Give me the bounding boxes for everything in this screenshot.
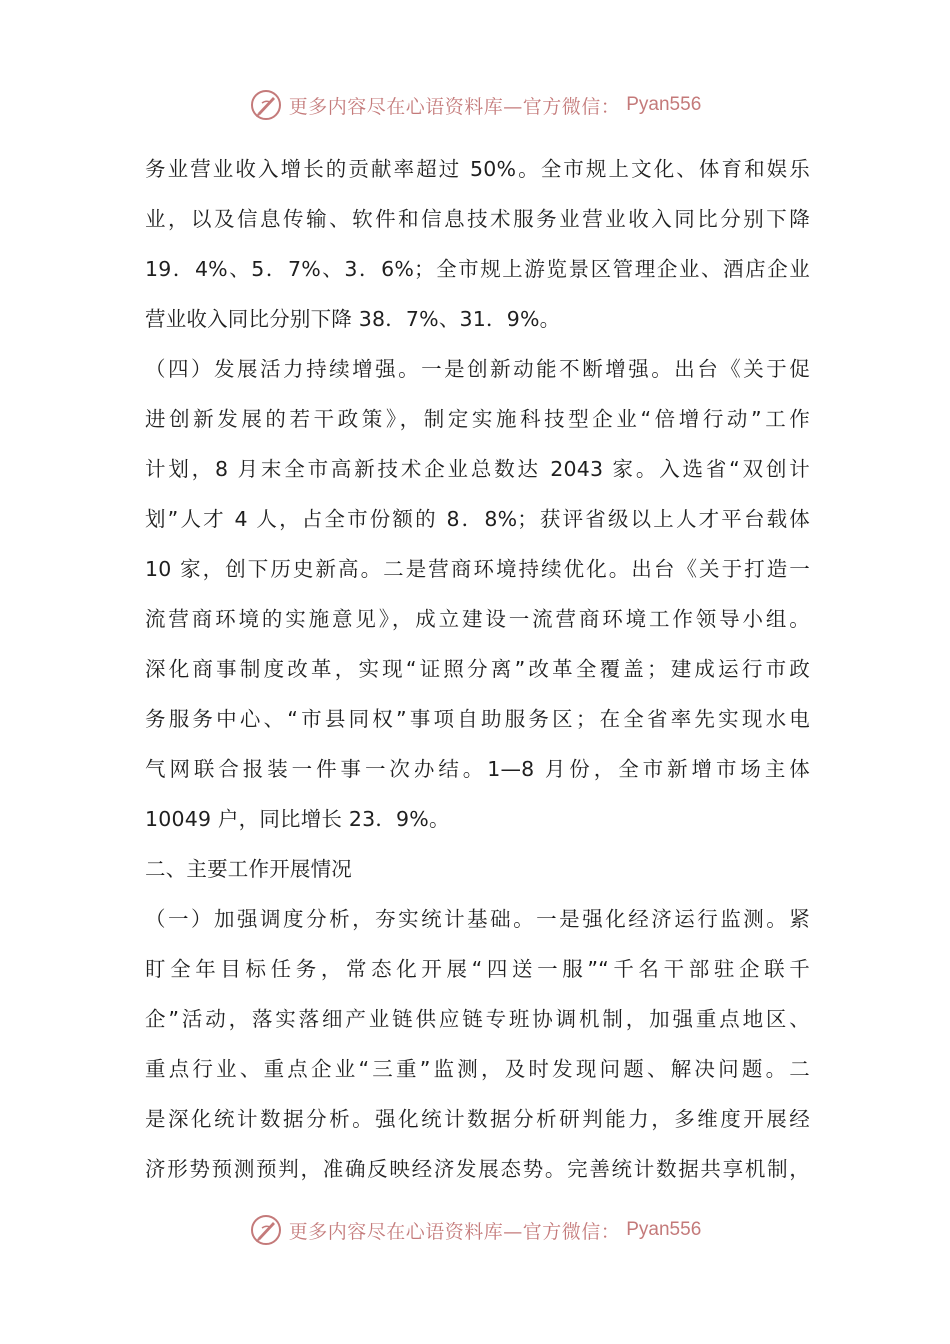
text-line: 流营商环境的实施意见》，成立建设一流营商环境工作领导小组。 xyxy=(145,607,810,631)
quill-pen-logo-icon xyxy=(249,1213,283,1247)
text-line: 营业收入同比分别下降 38．7%、31．9%。 xyxy=(145,307,561,331)
watermark xyxy=(249,88,702,122)
text-line: 10049 户，同比增长 23．9%。 xyxy=(145,807,450,831)
text-line: 进创新发展的若干政策》，制定实施科技型企业“倍增行动”工作 xyxy=(145,407,810,431)
text-line: 计划，8 月末全市高新技术企业总数达 2043 家。入选省“双创计 xyxy=(145,457,810,481)
page-header-watermark xyxy=(0,80,950,130)
page-footer-watermark xyxy=(0,1205,950,1255)
text-line: 业，以及信息传输、软件和信息技术服务业营业收入同比分别下降 xyxy=(145,207,810,231)
watermark-text: 更多内容尽在心语资料库—官方微信： xyxy=(288,95,621,118)
watermark xyxy=(249,1213,702,1247)
text-line: （四）发展活力持续增强。一是创新动能不断增强。出台《关于促 xyxy=(145,357,810,381)
text-line: 划”人才 4 人，占全市份额的 8．8%；获评省级以上人才平台载体 xyxy=(145,507,810,531)
text-line: 是深化统计数据分析。强化统计数据分析研判能力，多维度开展经 xyxy=(145,1107,810,1131)
text-line: 济形势预测预判，准确反映经济发展态势。完善统计数据共享机制， xyxy=(145,1157,810,1181)
watermark-wechat-id: Pyan556 xyxy=(626,94,702,115)
text-line: 重点行业、重点企业“三重”监测，及时发现问题、解决问题。二 xyxy=(145,1057,810,1081)
document-body xyxy=(145,144,810,1194)
watermark-wechat-id: Pyan556 xyxy=(626,1219,702,1240)
text-line: （一）加强调度分析，夯实统计基础。一是强化经济运行监测。紧 xyxy=(145,907,810,931)
text-line: 10 家，创下历史新高。二是营商环境持续优化。出台《关于打造一 xyxy=(145,557,810,581)
text-line: 盯全年目标任务，常态化开展“四送一服”“千名干部驻企联千 xyxy=(145,957,810,981)
text-line: 务服务中心、“市县同权”事项自助服务区；在全省率先实现水电 xyxy=(145,707,810,731)
text-line: 深化商事制度改革，实现“证照分离”改革全覆盖；建成运行市政 xyxy=(145,657,810,681)
quill-pen-logo-icon xyxy=(249,88,283,122)
text-line: 务业营业收入增长的贡献率超过 50%。全市规上文化、体育和娱乐 xyxy=(145,157,810,181)
watermark-text: 更多内容尽在心语资料库—官方微信： xyxy=(288,1220,621,1243)
section-heading: 二、主要工作开展情况 xyxy=(145,857,352,881)
text-line: 气网联合报装一件事一次办结。1—8 月份，全市新增市场主体 xyxy=(145,757,810,781)
text-line: 企”活动，落实落细产业链供应链专班协调机制，加强重点地区、 xyxy=(145,1007,810,1031)
text-line: 19．4%、5．7%、3．6%；全市规上游览景区管理企业、酒店企业 xyxy=(145,257,810,281)
